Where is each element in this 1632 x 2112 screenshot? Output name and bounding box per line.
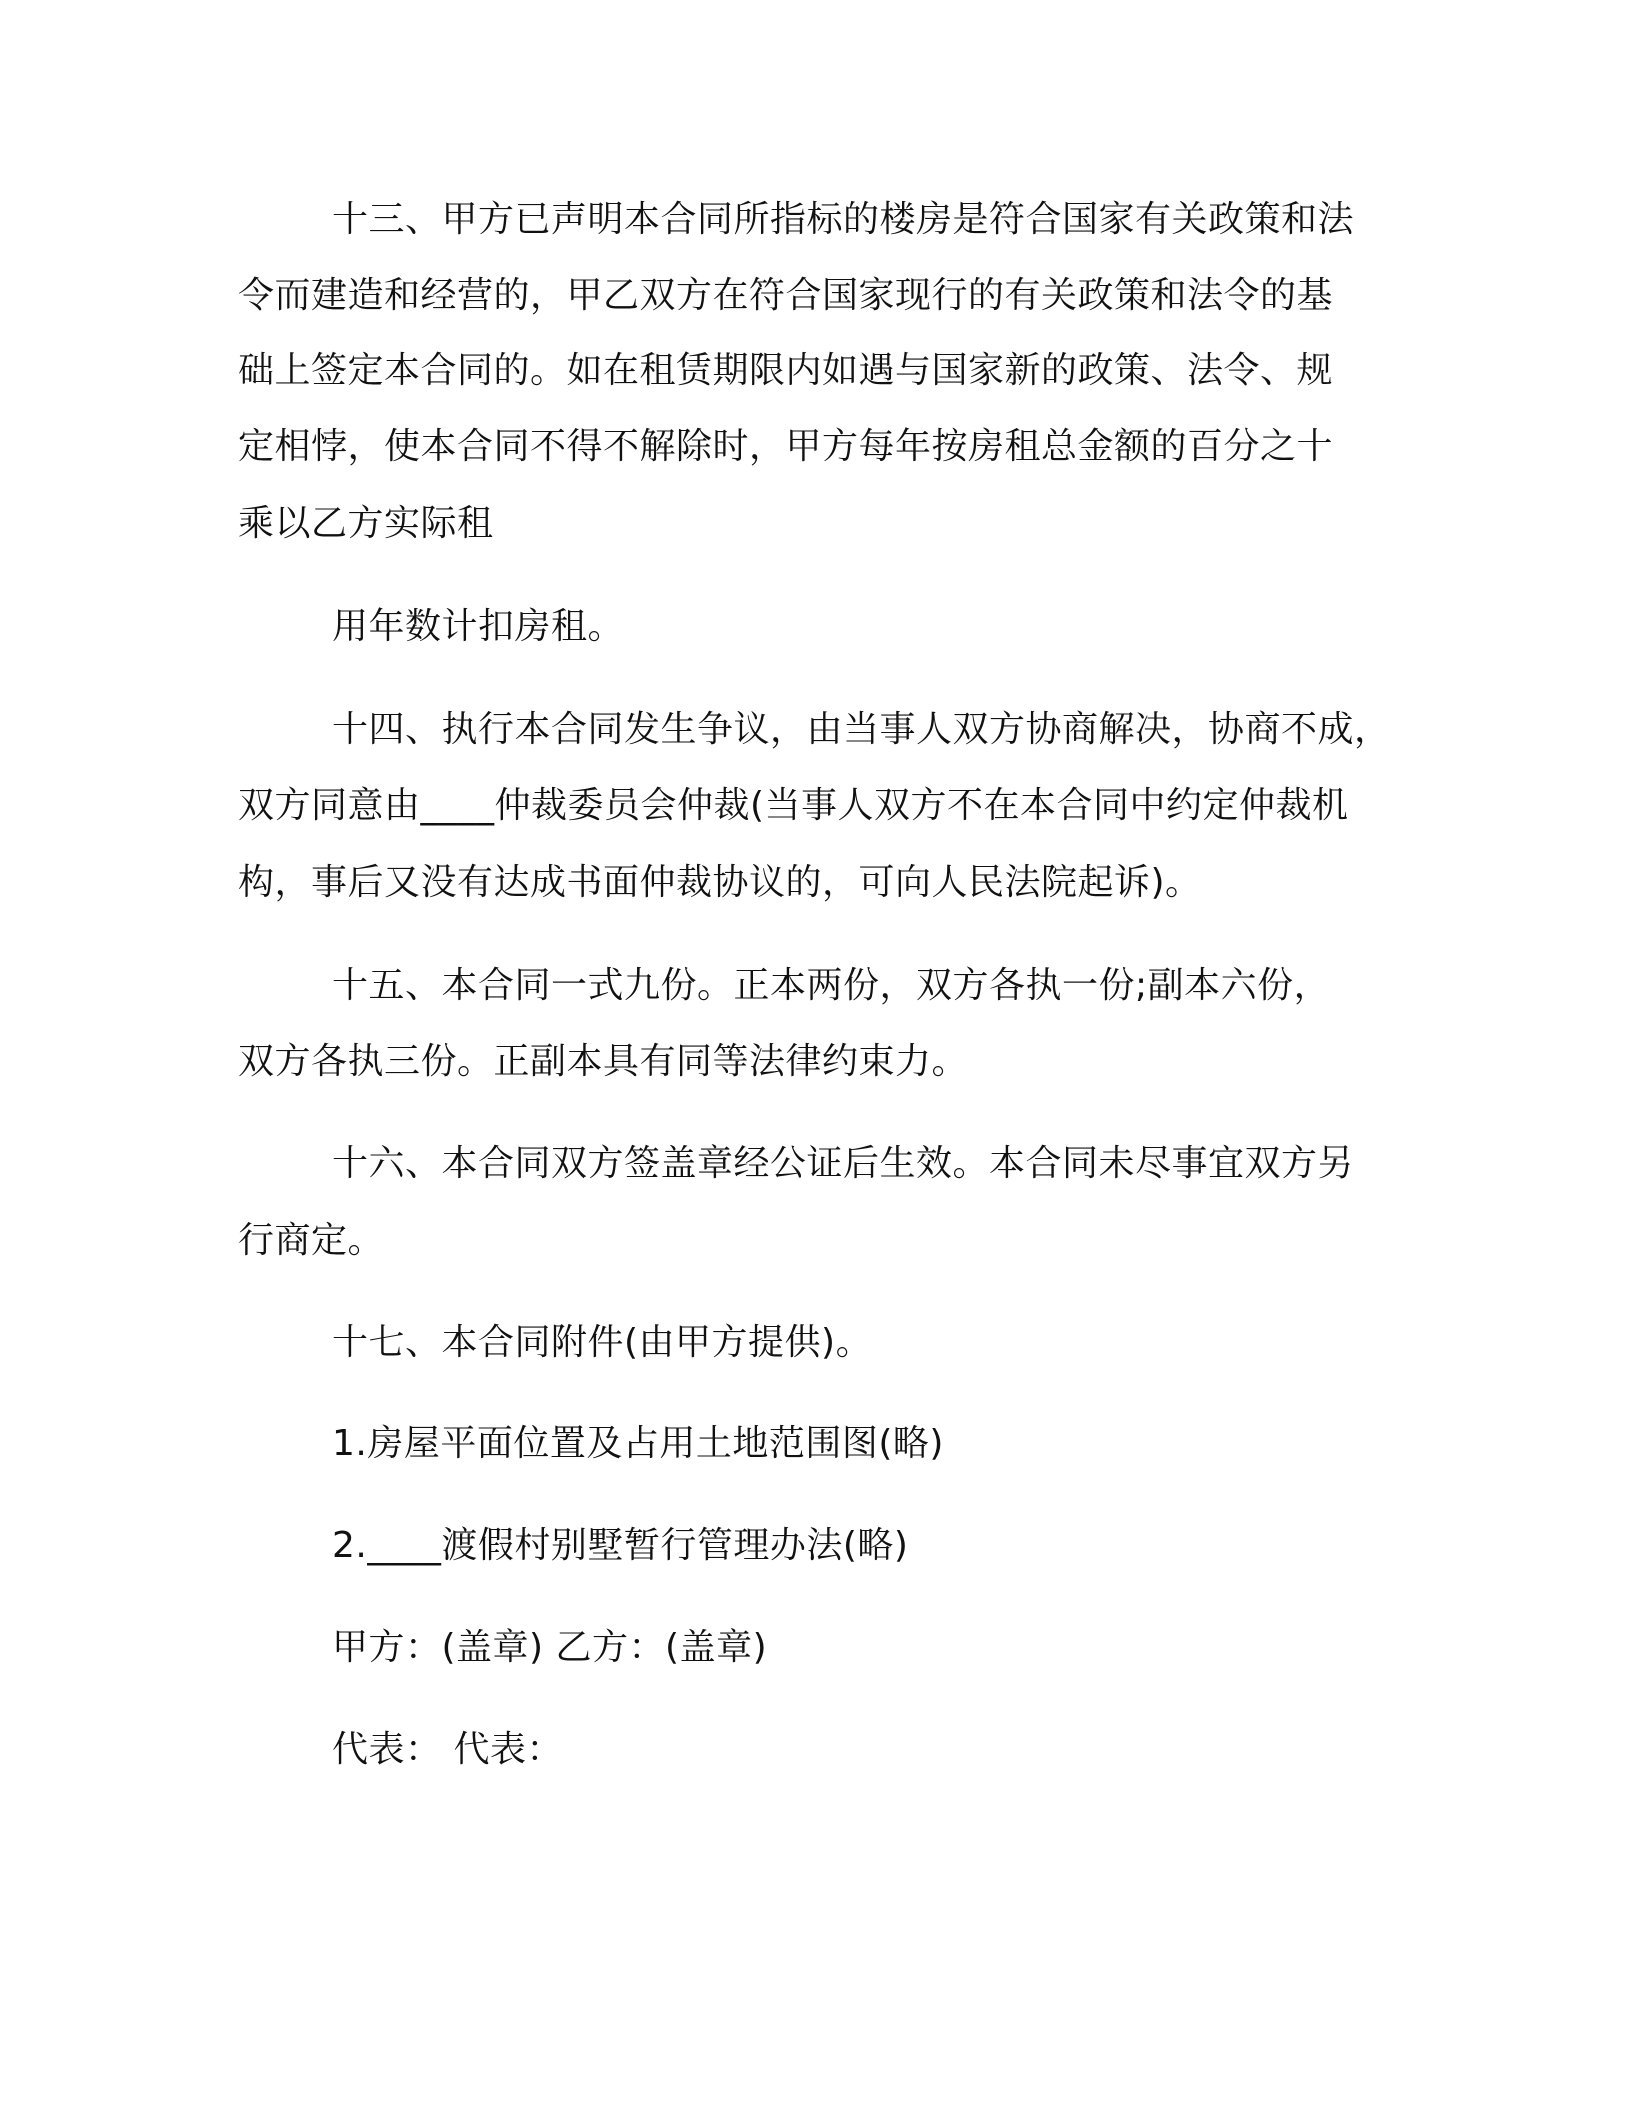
clause-14-line-3: 构，事后又没有达成书面仲裁协议的，可向人民法院起诉)。: [238, 862, 1202, 903]
clause-13-line-3: 础上签定本合同的。如在租赁期限内如遇与国家新的政策、法令、规: [238, 350, 1334, 391]
clause-17: 十七、本合同附件(由甲方提供)。: [332, 1322, 873, 1363]
clause-13-line-2: 令而建造和经营的，甲乙双方在符合国家现行的有关政策和法令的基: [238, 275, 1334, 316]
clause-13-line-1: 十三、甲方已声明本合同所指标的楼房是符合国家有关政策和法: [332, 199, 1355, 240]
clause-14-line-1: 十四、执行本合同发生争议，由当事人双方协商解决，协商不成，: [332, 709, 1391, 750]
clause-14-line-2: 双方同意由____仲裁委员会仲裁(当事人双方不在本合同中约定仲裁机: [238, 785, 1349, 826]
clause-13-line-5: 乘以乙方实际租: [238, 503, 494, 544]
clause-13-line-4: 定相悖，使本合同不得不解除时，甲方每年按房租总金额的百分之十: [238, 426, 1334, 467]
clause-15-line-1: 十五、本合同一式九份。正本两份，双方各执一份;副本六份，: [332, 965, 1331, 1006]
attachment-1: 1.房屋平面位置及占用土地范围图(略): [332, 1423, 944, 1464]
signature-line: 甲方：(盖章) 乙方：(盖章): [332, 1627, 768, 1668]
clause-16-line-1: 十六、本合同双方签盖章经公证后生效。本合同未尽事宜双方另: [332, 1143, 1355, 1184]
representative-line: 代表： 代表：: [332, 1729, 563, 1770]
clause-16-line-2: 行商定。: [238, 1220, 385, 1261]
clause-15-line-2: 双方各执三份。正副本具有同等法律约束力。: [238, 1041, 969, 1082]
clause-13-continuation: 用年数计扣房租。: [332, 606, 625, 647]
attachment-2: 2.____渡假村别墅暂行管理办法(略): [332, 1525, 909, 1566]
